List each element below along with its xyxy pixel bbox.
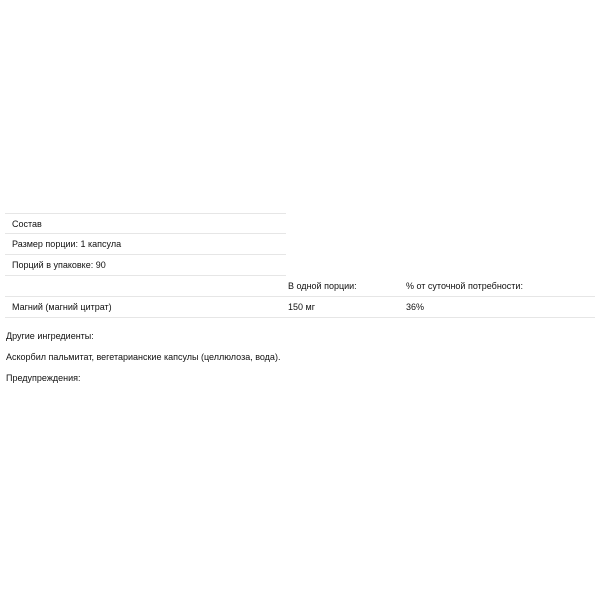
daily-value-header: % от суточной потребности: <box>406 281 523 291</box>
supplement-facts-table <box>5 213 595 318</box>
nutrient-daily-value: 36% <box>406 302 425 312</box>
servings-per-container: Порций в упаковке: 90 <box>12 260 106 270</box>
facts-title: Состав <box>12 219 42 229</box>
facts-title-row <box>5 213 286 234</box>
serving-size: Размер порции: 1 капсула <box>12 239 122 249</box>
nutrient-amount: 150 мг <box>288 302 315 312</box>
serving-size-row <box>5 234 286 255</box>
per-serving-header: В одной порции: <box>288 281 357 291</box>
nutrient-name: Магний (магний цитрат) <box>12 302 112 312</box>
servings-per-container-row <box>5 255 286 276</box>
table-row <box>5 297 595 318</box>
warnings-heading: Предупреждения: <box>6 373 81 383</box>
other-ingredients-text: Аскорбил пальмитат, вегетарианские капсулы (целлюлоза, вода). <box>6 352 281 362</box>
other-ingredients-heading: Другие ингредиенты: <box>6 331 94 341</box>
facts-header-row <box>5 276 595 297</box>
